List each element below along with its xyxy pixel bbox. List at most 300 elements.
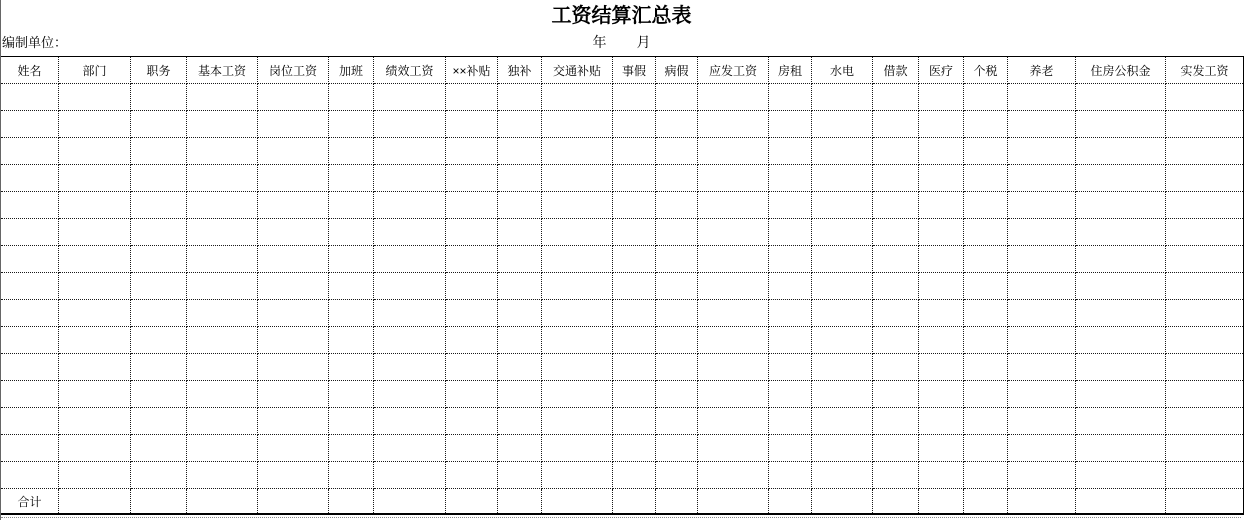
table-cell[interactable] — [812, 165, 873, 192]
table-cell[interactable] — [1008, 219, 1076, 246]
table-cell[interactable] — [1, 246, 59, 273]
table-cell[interactable] — [258, 165, 329, 192]
table-cell[interactable] — [613, 219, 656, 246]
table-cell[interactable] — [919, 354, 964, 381]
table-cell[interactable] — [446, 246, 498, 273]
table-cell[interactable] — [329, 462, 374, 489]
table-cell[interactable] — [187, 300, 258, 327]
total-value-cell[interactable] — [769, 489, 812, 515]
table-cell[interactable] — [613, 138, 656, 165]
table-cell[interactable] — [374, 435, 446, 462]
table-cell[interactable] — [919, 300, 964, 327]
table-cell[interactable] — [498, 462, 542, 489]
table-cell[interactable] — [613, 327, 656, 354]
table-cell[interactable] — [613, 408, 656, 435]
table-cell[interactable] — [812, 219, 873, 246]
table-cell[interactable] — [656, 462, 698, 489]
table-cell[interactable] — [1076, 408, 1166, 435]
table-cell[interactable] — [873, 462, 919, 489]
total-value-cell[interactable] — [873, 489, 919, 515]
table-cell[interactable] — [1076, 435, 1166, 462]
table-cell[interactable] — [1, 435, 59, 462]
table-cell[interactable] — [446, 327, 498, 354]
table-cell[interactable] — [258, 462, 329, 489]
table-cell[interactable] — [1076, 327, 1166, 354]
table-cell[interactable] — [656, 300, 698, 327]
table-cell[interactable] — [769, 273, 812, 300]
table-cell[interactable] — [698, 300, 769, 327]
table-cell[interactable] — [59, 354, 131, 381]
table-cell[interactable] — [59, 300, 131, 327]
table-cell[interactable] — [769, 219, 812, 246]
table-cell[interactable] — [1076, 381, 1166, 408]
total-value-cell[interactable] — [498, 489, 542, 515]
table-cell[interactable] — [698, 435, 769, 462]
table-cell[interactable] — [542, 408, 613, 435]
table-cell[interactable] — [1166, 84, 1244, 111]
table-cell[interactable] — [59, 192, 131, 219]
table-cell[interactable] — [329, 138, 374, 165]
table-cell[interactable] — [698, 408, 769, 435]
table-cell[interactable] — [374, 462, 446, 489]
table-cell[interactable] — [446, 381, 498, 408]
table-cell[interactable] — [656, 381, 698, 408]
table-cell[interactable] — [187, 192, 258, 219]
table-cell[interactable] — [1166, 138, 1244, 165]
table-cell[interactable] — [656, 138, 698, 165]
table-cell[interactable] — [1076, 138, 1166, 165]
table-cell[interactable] — [187, 354, 258, 381]
table-cell[interactable] — [613, 381, 656, 408]
table-cell[interactable] — [374, 408, 446, 435]
table-cell[interactable] — [59, 435, 131, 462]
table-cell[interactable] — [446, 138, 498, 165]
table-cell[interactable] — [59, 381, 131, 408]
table-cell[interactable] — [964, 273, 1008, 300]
table-cell[interactable] — [446, 192, 498, 219]
table-cell[interactable] — [812, 435, 873, 462]
total-value-cell[interactable] — [131, 489, 187, 515]
table-cell[interactable] — [656, 327, 698, 354]
table-cell[interactable] — [187, 327, 258, 354]
table-cell[interactable] — [1, 138, 59, 165]
table-cell[interactable] — [919, 435, 964, 462]
table-cell[interactable] — [873, 246, 919, 273]
table-cell[interactable] — [812, 192, 873, 219]
table-cell[interactable] — [1, 354, 59, 381]
table-cell[interactable] — [1008, 327, 1076, 354]
table-cell[interactable] — [542, 165, 613, 192]
table-cell[interactable] — [59, 84, 131, 111]
table-cell[interactable] — [613, 354, 656, 381]
table-cell[interactable] — [374, 192, 446, 219]
table-cell[interactable] — [542, 354, 613, 381]
table-cell[interactable] — [698, 273, 769, 300]
table-cell[interactable] — [1166, 219, 1244, 246]
table-cell[interactable] — [964, 381, 1008, 408]
table-cell[interactable] — [187, 408, 258, 435]
table-cell[interactable] — [613, 84, 656, 111]
table-cell[interactable] — [187, 381, 258, 408]
table-cell[interactable] — [258, 354, 329, 381]
table-cell[interactable] — [59, 273, 131, 300]
table-cell[interactable] — [498, 273, 542, 300]
table-cell[interactable] — [498, 408, 542, 435]
table-cell[interactable] — [656, 111, 698, 138]
table-cell[interactable] — [498, 246, 542, 273]
table-cell[interactable] — [446, 84, 498, 111]
table-cell[interactable] — [964, 462, 1008, 489]
table-cell[interactable] — [59, 165, 131, 192]
table-cell[interactable] — [59, 246, 131, 273]
table-cell[interactable] — [1166, 273, 1244, 300]
table-cell[interactable] — [613, 111, 656, 138]
table-cell[interactable] — [187, 246, 258, 273]
table-cell[interactable] — [656, 354, 698, 381]
table-cell[interactable] — [1076, 219, 1166, 246]
table-cell[interactable] — [1008, 435, 1076, 462]
total-value-cell[interactable] — [964, 489, 1008, 515]
table-cell[interactable] — [964, 84, 1008, 111]
table-cell[interactable] — [769, 327, 812, 354]
table-cell[interactable] — [59, 111, 131, 138]
table-cell[interactable] — [187, 435, 258, 462]
table-cell[interactable] — [1008, 165, 1076, 192]
table-cell[interactable] — [873, 273, 919, 300]
table-cell[interactable] — [873, 354, 919, 381]
table-cell[interactable] — [964, 408, 1008, 435]
table-cell[interactable] — [258, 192, 329, 219]
table-cell[interactable] — [698, 354, 769, 381]
table-cell[interactable] — [698, 462, 769, 489]
table-cell[interactable] — [258, 408, 329, 435]
table-cell[interactable] — [187, 462, 258, 489]
table-cell[interactable] — [1076, 246, 1166, 273]
table-cell[interactable] — [131, 111, 187, 138]
table-cell[interactable] — [769, 246, 812, 273]
table-cell[interactable] — [613, 273, 656, 300]
table-cell[interactable] — [542, 111, 613, 138]
table-cell[interactable] — [131, 84, 187, 111]
table-cell[interactable] — [542, 246, 613, 273]
table-cell[interactable] — [498, 300, 542, 327]
table-cell[interactable] — [374, 84, 446, 111]
table-cell[interactable] — [1, 381, 59, 408]
table-cell[interactable] — [131, 192, 187, 219]
table-cell[interactable] — [329, 219, 374, 246]
total-value-cell[interactable] — [542, 489, 613, 515]
table-cell[interactable] — [329, 381, 374, 408]
table-cell[interactable] — [1076, 300, 1166, 327]
table-cell[interactable] — [964, 435, 1008, 462]
table-cell[interactable] — [656, 435, 698, 462]
table-cell[interactable] — [498, 327, 542, 354]
table-cell[interactable] — [329, 111, 374, 138]
total-value-cell[interactable] — [187, 489, 258, 515]
table-cell[interactable] — [329, 192, 374, 219]
table-cell[interactable] — [498, 84, 542, 111]
table-cell[interactable] — [542, 84, 613, 111]
table-cell[interactable] — [542, 273, 613, 300]
table-cell[interactable] — [542, 300, 613, 327]
table-cell[interactable] — [812, 246, 873, 273]
table-cell[interactable] — [873, 165, 919, 192]
table-cell[interactable] — [374, 165, 446, 192]
table-cell[interactable] — [498, 138, 542, 165]
table-cell[interactable] — [873, 84, 919, 111]
table-cell[interactable] — [446, 435, 498, 462]
table-cell[interactable] — [258, 84, 329, 111]
table-cell[interactable] — [1, 192, 59, 219]
table-cell[interactable] — [542, 219, 613, 246]
table-cell[interactable] — [1166, 462, 1244, 489]
table-cell[interactable] — [1008, 462, 1076, 489]
total-value-cell[interactable] — [656, 489, 698, 515]
total-value-cell[interactable] — [1008, 489, 1076, 515]
table-cell[interactable] — [613, 300, 656, 327]
table-cell[interactable] — [919, 462, 964, 489]
table-cell[interactable] — [1076, 462, 1166, 489]
table-cell[interactable] — [131, 138, 187, 165]
table-cell[interactable] — [374, 354, 446, 381]
table-cell[interactable] — [1076, 354, 1166, 381]
table-cell[interactable] — [964, 192, 1008, 219]
table-cell[interactable] — [812, 300, 873, 327]
table-cell[interactable] — [1008, 408, 1076, 435]
table-cell[interactable] — [542, 138, 613, 165]
table-cell[interactable] — [131, 354, 187, 381]
table-cell[interactable] — [374, 327, 446, 354]
table-cell[interactable] — [656, 84, 698, 111]
table-cell[interactable] — [1076, 84, 1166, 111]
table-cell[interactable] — [446, 300, 498, 327]
table-cell[interactable] — [498, 111, 542, 138]
table-cell[interactable] — [542, 462, 613, 489]
table-cell[interactable] — [769, 462, 812, 489]
table-cell[interactable] — [329, 300, 374, 327]
table-cell[interactable] — [187, 219, 258, 246]
table-cell[interactable] — [1008, 246, 1076, 273]
table-cell[interactable] — [1008, 273, 1076, 300]
table-cell[interactable] — [964, 354, 1008, 381]
table-cell[interactable] — [769, 192, 812, 219]
table-cell[interactable] — [131, 462, 187, 489]
table-cell[interactable] — [446, 111, 498, 138]
table-cell[interactable] — [329, 165, 374, 192]
table-cell[interactable] — [329, 84, 374, 111]
table-cell[interactable] — [698, 84, 769, 111]
table-cell[interactable] — [1166, 192, 1244, 219]
table-cell[interactable] — [258, 138, 329, 165]
table-cell[interactable] — [873, 381, 919, 408]
table-cell[interactable] — [1, 408, 59, 435]
table-cell[interactable] — [919, 246, 964, 273]
table-cell[interactable] — [656, 219, 698, 246]
table-cell[interactable] — [542, 327, 613, 354]
table-cell[interactable] — [59, 219, 131, 246]
table-cell[interactable] — [1008, 300, 1076, 327]
table-cell[interactable] — [258, 381, 329, 408]
table-cell[interactable] — [1166, 246, 1244, 273]
table-cell[interactable] — [258, 219, 329, 246]
table-cell[interactable] — [59, 462, 131, 489]
table-cell[interactable] — [498, 219, 542, 246]
table-cell[interactable] — [698, 192, 769, 219]
table-cell[interactable] — [769, 354, 812, 381]
table-cell[interactable] — [1076, 165, 1166, 192]
table-cell[interactable] — [131, 381, 187, 408]
table-cell[interactable] — [446, 354, 498, 381]
table-cell[interactable] — [1076, 273, 1166, 300]
table-cell[interactable] — [656, 273, 698, 300]
table-cell[interactable] — [698, 111, 769, 138]
table-cell[interactable] — [1076, 111, 1166, 138]
table-cell[interactable] — [1, 165, 59, 192]
table-cell[interactable] — [374, 138, 446, 165]
table-cell[interactable] — [59, 408, 131, 435]
table-cell[interactable] — [1166, 300, 1244, 327]
table-cell[interactable] — [873, 435, 919, 462]
table-cell[interactable] — [873, 192, 919, 219]
table-cell[interactable] — [812, 111, 873, 138]
total-value-cell[interactable] — [1076, 489, 1166, 515]
table-cell[interactable] — [812, 354, 873, 381]
table-cell[interactable] — [131, 435, 187, 462]
table-cell[interactable] — [258, 273, 329, 300]
table-cell[interactable] — [769, 138, 812, 165]
table-cell[interactable] — [329, 435, 374, 462]
total-value-cell[interactable] — [613, 489, 656, 515]
table-cell[interactable] — [1, 84, 59, 111]
table-cell[interactable] — [1008, 111, 1076, 138]
total-value-cell[interactable] — [1166, 489, 1244, 515]
table-cell[interactable] — [812, 381, 873, 408]
table-cell[interactable] — [1008, 354, 1076, 381]
table-cell[interactable] — [656, 246, 698, 273]
table-cell[interactable] — [446, 408, 498, 435]
table-cell[interactable] — [964, 165, 1008, 192]
table-cell[interactable] — [919, 165, 964, 192]
total-value-cell[interactable] — [59, 489, 131, 515]
table-cell[interactable] — [374, 111, 446, 138]
table-cell[interactable] — [769, 408, 812, 435]
table-cell[interactable] — [498, 381, 542, 408]
table-cell[interactable] — [258, 111, 329, 138]
table-cell[interactable] — [919, 408, 964, 435]
table-cell[interactable] — [1008, 381, 1076, 408]
table-cell[interactable] — [919, 327, 964, 354]
table-cell[interactable] — [1, 327, 59, 354]
table-cell[interactable] — [1166, 408, 1244, 435]
table-cell[interactable] — [498, 192, 542, 219]
table-cell[interactable] — [1166, 327, 1244, 354]
table-cell[interactable] — [131, 273, 187, 300]
table-cell[interactable] — [769, 111, 812, 138]
table-cell[interactable] — [374, 246, 446, 273]
table-cell[interactable] — [374, 273, 446, 300]
table-cell[interactable] — [258, 246, 329, 273]
table-cell[interactable] — [1008, 138, 1076, 165]
total-value-cell[interactable] — [698, 489, 769, 515]
table-cell[interactable] — [1166, 165, 1244, 192]
table-cell[interactable] — [656, 165, 698, 192]
table-cell[interactable] — [919, 381, 964, 408]
table-cell[interactable] — [542, 192, 613, 219]
table-cell[interactable] — [613, 165, 656, 192]
table-cell[interactable] — [919, 111, 964, 138]
table-cell[interactable] — [329, 354, 374, 381]
table-cell[interactable] — [258, 435, 329, 462]
table-cell[interactable] — [1166, 381, 1244, 408]
table-cell[interactable] — [698, 219, 769, 246]
table-cell[interactable] — [613, 435, 656, 462]
table-cell[interactable] — [698, 138, 769, 165]
total-value-cell[interactable] — [812, 489, 873, 515]
table-cell[interactable] — [446, 462, 498, 489]
table-cell[interactable] — [1, 462, 59, 489]
table-cell[interactable] — [698, 246, 769, 273]
table-cell[interactable] — [258, 300, 329, 327]
table-cell[interactable] — [1166, 435, 1244, 462]
table-cell[interactable] — [769, 165, 812, 192]
total-value-cell[interactable] — [446, 489, 498, 515]
table-cell[interactable] — [329, 246, 374, 273]
table-cell[interactable] — [1166, 111, 1244, 138]
table-cell[interactable] — [964, 138, 1008, 165]
table-cell[interactable] — [131, 327, 187, 354]
table-cell[interactable] — [187, 273, 258, 300]
table-cell[interactable] — [374, 219, 446, 246]
table-cell[interactable] — [812, 408, 873, 435]
table-cell[interactable] — [131, 300, 187, 327]
table-cell[interactable] — [964, 219, 1008, 246]
table-cell[interactable] — [59, 327, 131, 354]
table-cell[interactable] — [374, 381, 446, 408]
table-cell[interactable] — [873, 138, 919, 165]
table-cell[interactable] — [873, 111, 919, 138]
table-cell[interactable] — [769, 381, 812, 408]
table-cell[interactable] — [131, 219, 187, 246]
table-cell[interactable] — [964, 300, 1008, 327]
table-cell[interactable] — [1, 111, 59, 138]
table-cell[interactable] — [919, 84, 964, 111]
table-cell[interactable] — [656, 408, 698, 435]
table-cell[interactable] — [374, 300, 446, 327]
table-cell[interactable] — [613, 462, 656, 489]
table-cell[interactable] — [1, 273, 59, 300]
table-cell[interactable] — [812, 462, 873, 489]
table-cell[interactable] — [812, 327, 873, 354]
table-cell[interactable] — [769, 300, 812, 327]
table-cell[interactable] — [873, 327, 919, 354]
table-cell[interactable] — [59, 138, 131, 165]
table-cell[interactable] — [446, 219, 498, 246]
table-cell[interactable] — [964, 327, 1008, 354]
table-cell[interactable] — [769, 84, 812, 111]
table-cell[interactable] — [873, 300, 919, 327]
table-cell[interactable] — [964, 246, 1008, 273]
table-cell[interactable] — [187, 165, 258, 192]
table-cell[interactable] — [656, 192, 698, 219]
table-cell[interactable] — [698, 165, 769, 192]
table-cell[interactable] — [964, 111, 1008, 138]
table-cell[interactable] — [812, 84, 873, 111]
table-cell[interactable] — [542, 435, 613, 462]
total-value-cell[interactable] — [374, 489, 446, 515]
table-cell[interactable] — [131, 165, 187, 192]
table-cell[interactable] — [1, 219, 59, 246]
table-cell[interactable] — [329, 408, 374, 435]
